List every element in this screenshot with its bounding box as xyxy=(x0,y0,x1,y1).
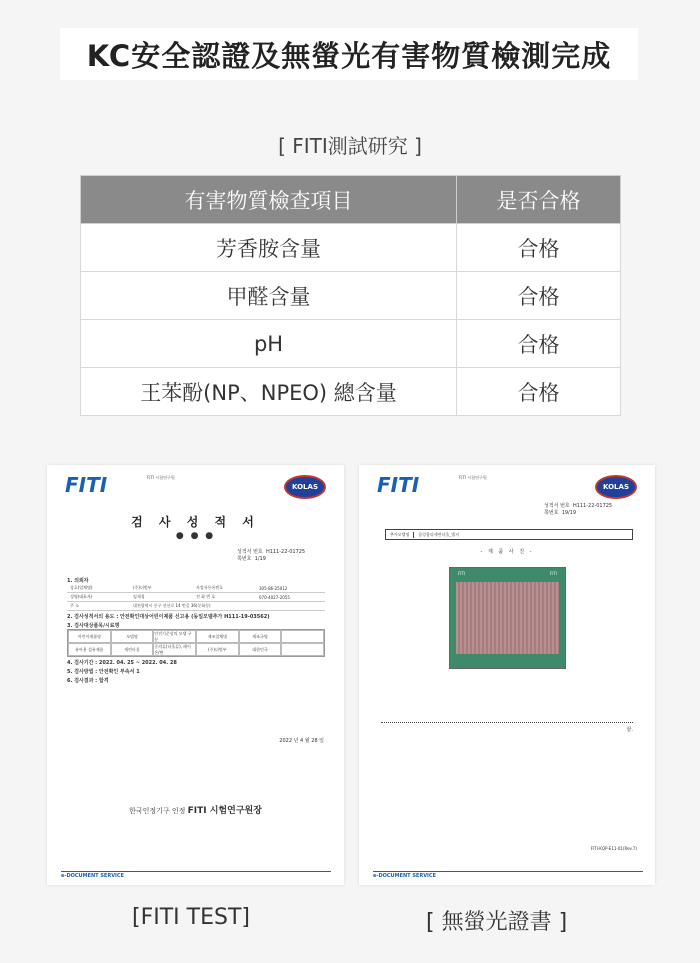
title-dots: ● ● ● xyxy=(175,531,216,541)
page-title: KC安全認證及無螢光有害物質檢測完成 xyxy=(60,28,638,80)
kolas-logo: KOLAS xyxy=(595,475,637,499)
row-item: 王苯酚(NP、NPEO) 總含量 xyxy=(81,368,457,416)
row-item: pH xyxy=(81,320,457,368)
product-photo: FITI FITI xyxy=(449,567,566,669)
certificate-number: 성적서 번호 H111-22-01725 쪽번호 19/19 xyxy=(544,503,613,516)
fiti-logo: FITI xyxy=(65,473,108,497)
end-mark: 끝. xyxy=(626,727,633,733)
document-footer: e-DOCUMENT SERVICE xyxy=(61,871,331,879)
form-number: FITI-KQP-E11-01(Rev.7) xyxy=(590,846,637,851)
header-pass: 是否合格 xyxy=(457,176,621,224)
row-item: 芳香胺含量 xyxy=(81,224,457,272)
table-row xyxy=(81,368,621,416)
row-result: 合格 xyxy=(457,368,621,416)
test-certificate-image xyxy=(47,465,344,885)
section-subtitle: [ FITI測試研究 ] xyxy=(278,134,422,158)
org-header: FITI 시험연구원 xyxy=(459,475,487,480)
product-grid: 어린이제품명 모델명 안전기준상의 모델 구분 제조업체명 제조국명 유아용 섬유제품 세련타올 중의류(타올류), 레이온/면 (주)더범부 대한민국 xyxy=(67,629,325,657)
row-item: 甲醛含量 xyxy=(81,272,457,320)
row-result: 合格 xyxy=(457,224,621,272)
signature-line: 한국인정기구 인정 FITI 시험연구원장 xyxy=(129,806,262,816)
row-result: 合格 xyxy=(457,320,621,368)
client-row: 성명(대표자) 임재경 전 화 번 호 070-4027-2055 xyxy=(67,593,325,602)
table-row xyxy=(81,224,621,272)
model-name-box: 추가모델명 음앙참리세련타올_옐지 xyxy=(385,529,633,540)
client-row: 상호(업체명) (주)더범부 사업자등록번호 305-86-25012 xyxy=(67,584,325,593)
caption-fiti-test: [FITI TEST] xyxy=(132,905,250,930)
document-footer: e-DOCUMENT SERVICE xyxy=(373,871,643,879)
towel-image xyxy=(456,582,559,654)
photo-certificate-image xyxy=(359,465,655,885)
row-result: 合格 xyxy=(457,272,621,320)
caption-no-fluorescent: [ 無螢光證書 ] xyxy=(426,910,568,935)
client-row: 주 소 대전광역시 중구 선선로 14 번길 36(문화동) xyxy=(67,602,325,611)
header-item: 有害物質檢查項目 xyxy=(81,176,457,224)
photo-title: - 제 품 사 진 - xyxy=(480,549,534,555)
table-header-row xyxy=(81,176,621,224)
fiti-logo: FITI xyxy=(377,473,420,497)
dotted-divider xyxy=(381,722,633,723)
table-row xyxy=(81,272,621,320)
certificate-body: 1. 의뢰자 상호(업체명) (주)더범부 사업자등록번호 305-86-25012 성명(대표자) 임재경 전 화 번 호 070-4027-2055 주 소 대전광역시 중구 선선로 14 번길 36(문화동) 2. 검사성적서의 용도 : 안전확인대상어린이제품 신고용 (동일모델추가 H111-19-03562) 3. 검사대상품목/시료명 어린이제품명 모델명 안전기준상의 모델 구분 제조업체명 제조국명 유아용 섬유제품 세련타올 중의류(타올류), 레이온/면 (주)더범부 대한민국 4. 검사기간 : 2022. 04. 25 ~ 2022. 04. 28 5. 검사방법 : 안전확인 부속서 1 6. 검사결과 : 합격 xyxy=(67,575,325,684)
results-table xyxy=(80,175,621,416)
org-header: FITI 시험연구원 xyxy=(147,475,175,480)
certificate-number: 성적서 번호 H111-22-01725 쪽번호 1/19 xyxy=(237,549,306,562)
certificate-title: 검 사 성 적 서 xyxy=(131,515,260,529)
issue-date: 2022 년 4 월 28 일 xyxy=(279,738,324,744)
kolas-logo: KOLAS xyxy=(284,475,326,499)
table-row xyxy=(81,320,621,368)
